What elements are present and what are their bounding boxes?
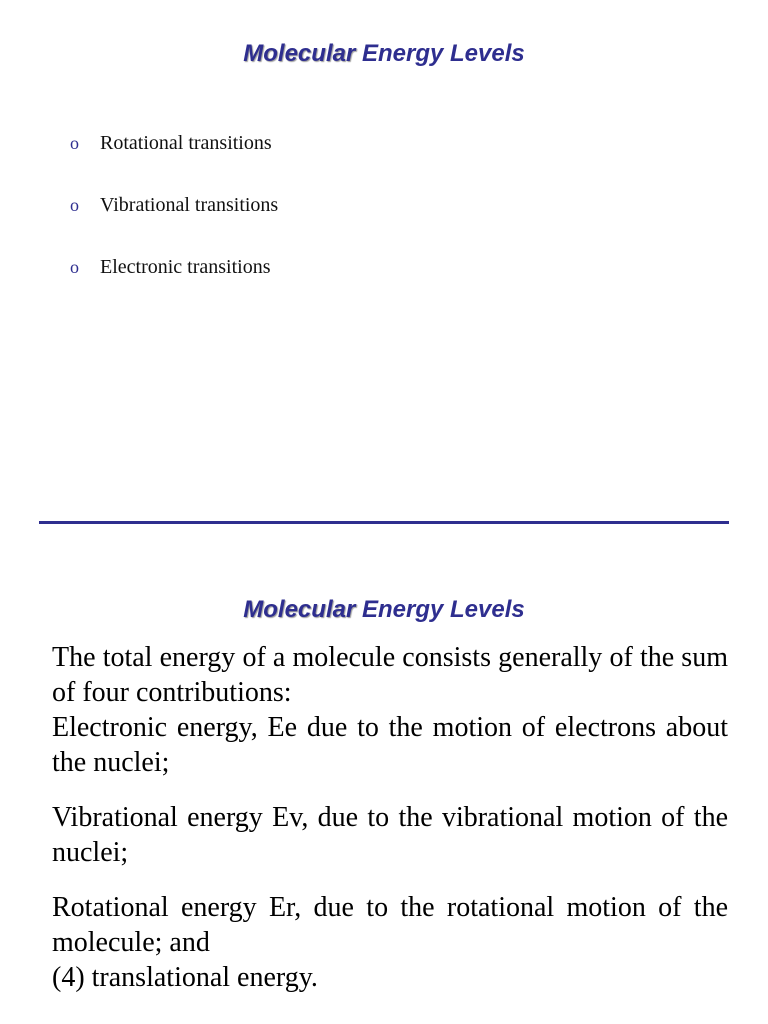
slide-2: [0, 540, 768, 1024]
bullet-icon: o: [70, 195, 79, 215]
slide-body: [52, 640, 728, 995]
slide-title: [0, 596, 768, 624]
paragraph-rotational-energy: Rotational energy Er, due to the rotational motion of the molecule; and: [52, 892, 728, 958]
bullet-text-vibrational: Vibrational transitions: [100, 194, 279, 216]
slide-title: [0, 40, 768, 68]
bullet-list: [70, 130, 278, 316]
title-emphasis: Molecular: [243, 596, 356, 623]
title-rest: Energy Levels: [355, 40, 525, 67]
paragraph-vibrational-energy: Vibrational energy Ev, due to the vibrational motion of the nuclei;: [52, 802, 728, 868]
paragraph-translational-energy: (4) translational energy.: [52, 962, 318, 993]
bullet-icon: o: [70, 133, 79, 153]
bullet-text-electronic: Electronic transitions: [100, 256, 271, 278]
bullet-text-rotational: Rotational transitions: [100, 132, 272, 154]
title-emphasis: Molecular: [243, 40, 356, 67]
bullet-icon: o: [70, 257, 79, 277]
list-item: [70, 254, 278, 316]
paragraph-electronic-energy: Electronic energy, Ee due to the motion of electrons about the nuclei;: [52, 712, 728, 778]
paragraph-total-energy: The total energy of a molecule consists generally of the sum of four contributions:: [52, 642, 728, 708]
title-rest: Energy Levels: [355, 596, 525, 623]
slide-divider: [39, 521, 729, 524]
list-item: [70, 192, 278, 254]
list-item: [70, 130, 278, 192]
